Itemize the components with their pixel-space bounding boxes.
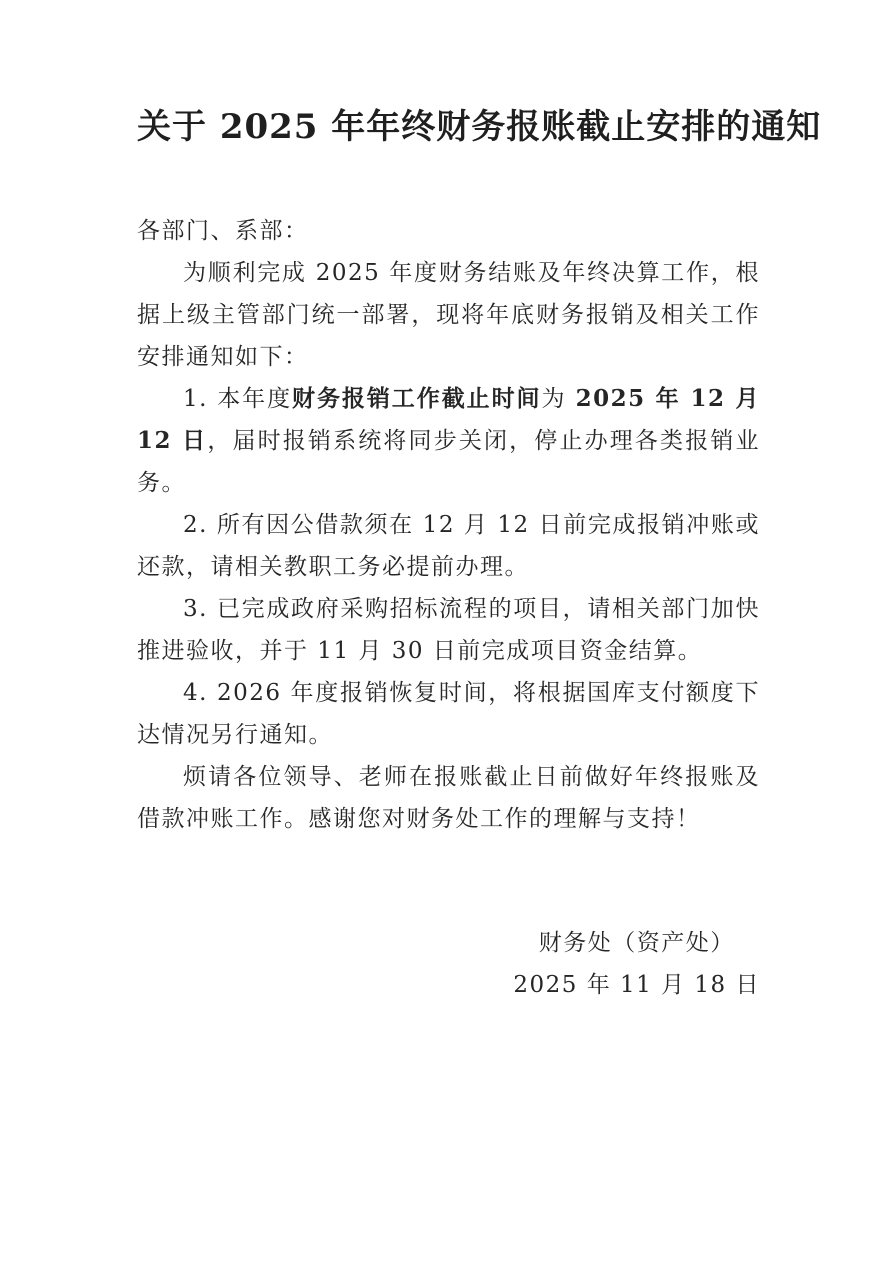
item-1-deadline-label: 财务报销工作截止时间	[292, 385, 542, 412]
item-3-paragraph: 3. 已完成政府采购招标流程的项目，请相关部门加快推进验收，并于 11 月 30 日前完成项目资金结算。	[137, 596, 760, 664]
item-1-connector: 为	[541, 386, 576, 412]
document-body	[137, 210, 760, 840]
item-4-paragraph: 4. 2026 年度报销恢复时间，将根据国库支付额度下达情况另行通知。	[137, 680, 760, 748]
signature-inner	[513, 922, 760, 1006]
closing-paragraph: 烦请各位领导、老师在报账截止日前做好年终报账及借款冲账工作。感谢您对财务处工作的理解与支持！	[137, 764, 760, 832]
signature-block	[137, 922, 760, 1006]
item-1-prefix: 1. 本年度	[183, 386, 293, 412]
signature-date: 2025 年 11 月 18 日	[513, 972, 760, 998]
item-1-rest: ，届时报销系统将同步关闭，停止办理各类报销业务。	[137, 428, 761, 496]
document-title: 关于 2025 年年终财务报账截止安排的通知	[137, 107, 822, 147]
signature-department: 财务处（资产处）	[538, 930, 735, 956]
salutation-line: 各部门、系部：	[137, 218, 309, 244]
item-2-paragraph: 2. 所有因公借款须在 12 月 12 日前完成报销冲账或还款，请相关教职工务必提前办理。	[137, 512, 760, 580]
item-1-deadline-date: 2025 年 12 月 12 日	[137, 385, 760, 454]
intro-paragraph: 为顺利完成 2025 年度财务结账及年终决算工作，根据上级主管部门统一部署，现将年底财务报销及相关工作安排通知如下：	[137, 260, 760, 370]
item-1-paragraph	[137, 378, 760, 504]
